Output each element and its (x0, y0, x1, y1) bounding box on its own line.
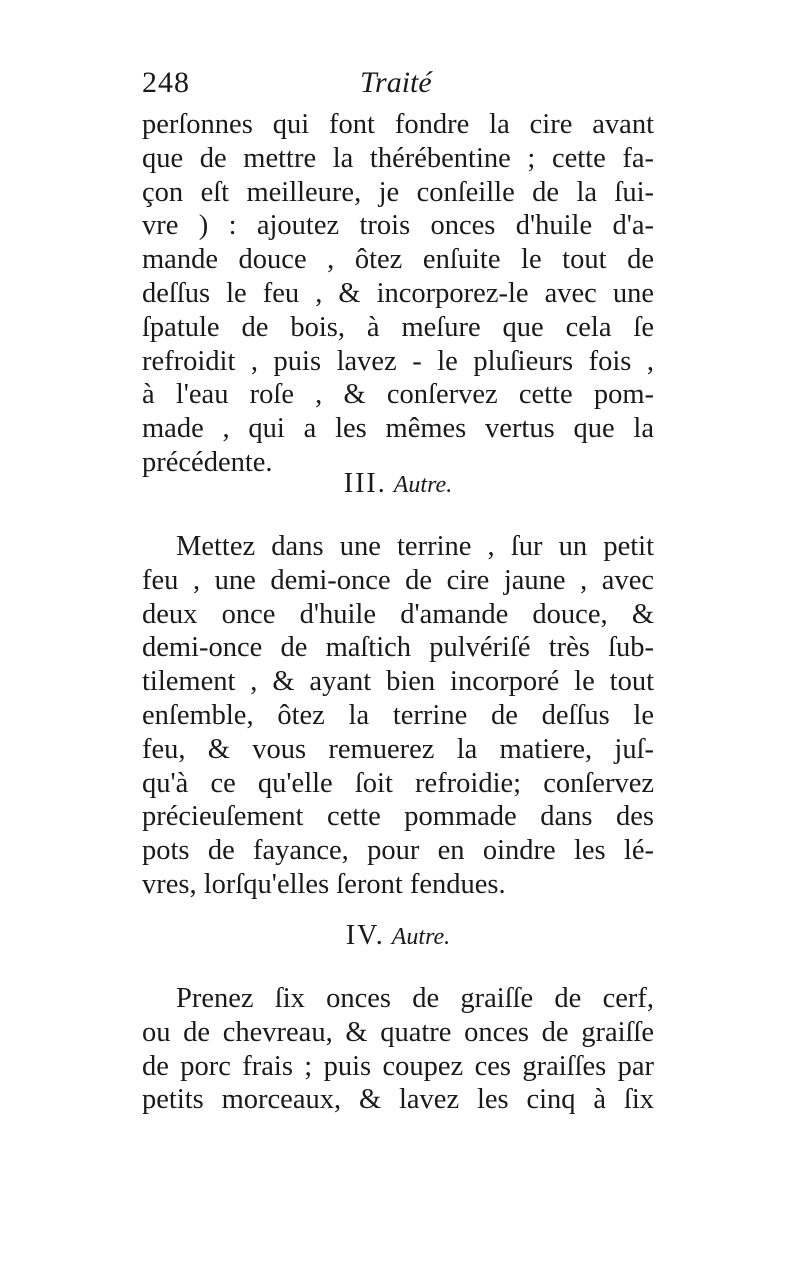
section-numeral: IV. (345, 920, 385, 951)
text-line: précédente. (142, 446, 273, 478)
text-line: çon eſt meilleure, je conſeille de la ſui- (142, 176, 654, 208)
text-line: Mettez dans une terrine , ſur un petit (176, 531, 654, 562)
section-heading-iii (142, 468, 654, 500)
running-head: Traité (360, 66, 432, 99)
paragraph-continuation (142, 108, 654, 480)
section-heading-iv (142, 920, 654, 952)
section-title: Autre. (393, 472, 453, 498)
text-line: pots de fayance, pour en oindre les lé- (142, 835, 654, 867)
text-line: feu, & vous remuerez la matiere, juſ- (142, 733, 654, 765)
text-line: qu'à ce qu'elle ſoit refroidie; conſervez (142, 767, 654, 799)
text-line: vre ) : ajoutez trois onces d'huile d'a- (142, 210, 654, 242)
text-line: refroidit , puis lavez - le pluſieurs fois , (142, 345, 654, 377)
text-line: de porc frais ; puis coupez ces graiſſes par (142, 1050, 654, 1082)
text-line: tilement , & ayant bien incorporé le tout (142, 666, 654, 698)
text-line: feu , une demi-once de cire jaune , avec (142, 564, 654, 596)
text-line: mande douce , ôtez enſuite le tout de (142, 244, 654, 276)
text-line: précieuſement cette pommade dans des (142, 801, 654, 833)
text-line: vres, lorſqu'elles ſeront fendues. (142, 868, 506, 900)
text-line: deſſus le feu , & incorporez-le avec une (142, 277, 654, 309)
text-line: perſonnes qui font fondre la cire avant (142, 109, 654, 140)
text-line: deux once d'huile d'amande douce, & (142, 598, 654, 630)
text-line: que de mettre la thérébentine ; cette fa- (142, 142, 654, 174)
section-title: Autre. (391, 924, 451, 950)
page-header (142, 66, 662, 106)
page-number: 248 (142, 66, 190, 99)
text-line: Prenez ſix onces de graiſſe de cerf, (176, 983, 654, 1014)
text-line: enſemble, ôtez la terrine de deſſus le (142, 699, 654, 731)
paragraph-recipe-iv (142, 982, 654, 1117)
text-line: ou de chevreau, & quatre onces de graiſſe (142, 1016, 654, 1048)
text-line: ſpatule de bois, à meſure que cela ſe (142, 311, 654, 343)
section-numeral: III. (343, 468, 387, 499)
text-line: demi-once de maſtich pulvériſé très ſub- (142, 632, 654, 664)
text-line: petits morceaux, & lavez les cinq à ſix (142, 1084, 654, 1116)
text-line: à l'eau roſe , & conſervez cette pom- (142, 379, 654, 411)
text-line: made , qui a les mêmes vertus que la (142, 413, 654, 445)
paragraph-recipe-iii (142, 530, 654, 902)
